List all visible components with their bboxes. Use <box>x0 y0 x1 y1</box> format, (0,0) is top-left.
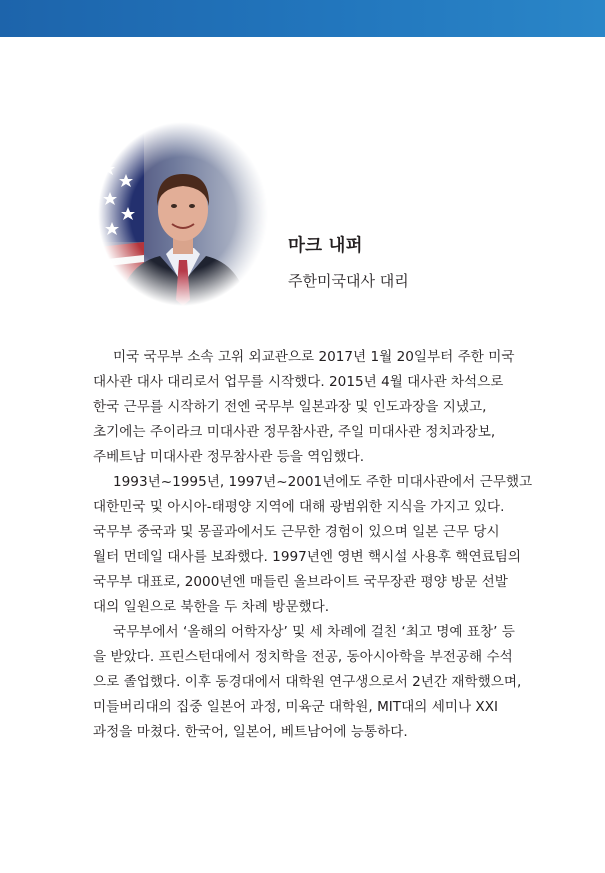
bio-line: 대의 일원으로 북한을 두 차례 방문했다. <box>93 599 330 615</box>
bio-line: 주베트남 미대사관 정무참사관 등을 역임했다. <box>93 449 365 465</box>
portrait-photo <box>98 122 268 306</box>
name-block <box>288 232 409 291</box>
bio-line: 대사관 대사 대리로서 업무를 시작했다. 2015년 4월 대사관 차석으로 <box>93 374 504 390</box>
bio-line: 국무부 중국과 및 몽골과에서도 근무한 경험이 있으며 일본 근무 당시 <box>93 524 500 540</box>
person-name: 마크 내퍼 <box>288 236 363 256</box>
bio-line: 미국 국무부 소속 고위 외교관으로 2017년 1월 20일부터 주한 미국 <box>113 349 515 365</box>
biography <box>93 345 538 745</box>
bio-line: 1993년~1995년, 1997년~2001년에도 주한 미대사관에서 근무했고 <box>113 474 533 490</box>
bio-line: 을 받았다. 프린스턴대에서 정치학을 전공, 동아시아학을 부전공해 수석 <box>93 649 513 665</box>
bio-line: 미들버리대의 집중 일본어 과정, 미육군 대학원, MIT대의 세미나 XXI <box>93 699 499 715</box>
bio-line: 국무부에서 ‘올해의 어학자상’ 및 세 차례에 걸친 ‘최고 명예 표창’ 등 <box>113 624 515 640</box>
bio-line: 국무부 대표로, 2000년엔 매들린 올브라이트 국무장관 평양 방문 선발 <box>93 574 508 590</box>
bio-line: 월터 먼데일 대사를 보좌했다. 1997년엔 영변 핵시설 사용후 핵연료팀의 <box>93 549 522 565</box>
bio-line: 초기에는 주이라크 미대사관 정무참사관, 주일 미대사관 정치과장보, <box>93 424 496 440</box>
bio-line: 으로 졸업했다. 이후 동경대에서 대학원 연구생으로서 2년간 재학했으며, <box>93 674 522 690</box>
person-title: 주한미국대사 대리 <box>288 272 409 290</box>
bio-line: 한국 근무를 시작하기 전엔 국무부 일본과장 및 인도과장을 지냈고, <box>93 399 487 415</box>
bio-line: 대한민국 및 아시아-태평양 지역에 대해 광범위한 지식을 가지고 있다. <box>93 499 505 515</box>
header-band <box>0 0 605 37</box>
bio-line: 과정을 마쳤다. 한국어, 일본어, 베트남어에 능통하다. <box>93 724 408 740</box>
